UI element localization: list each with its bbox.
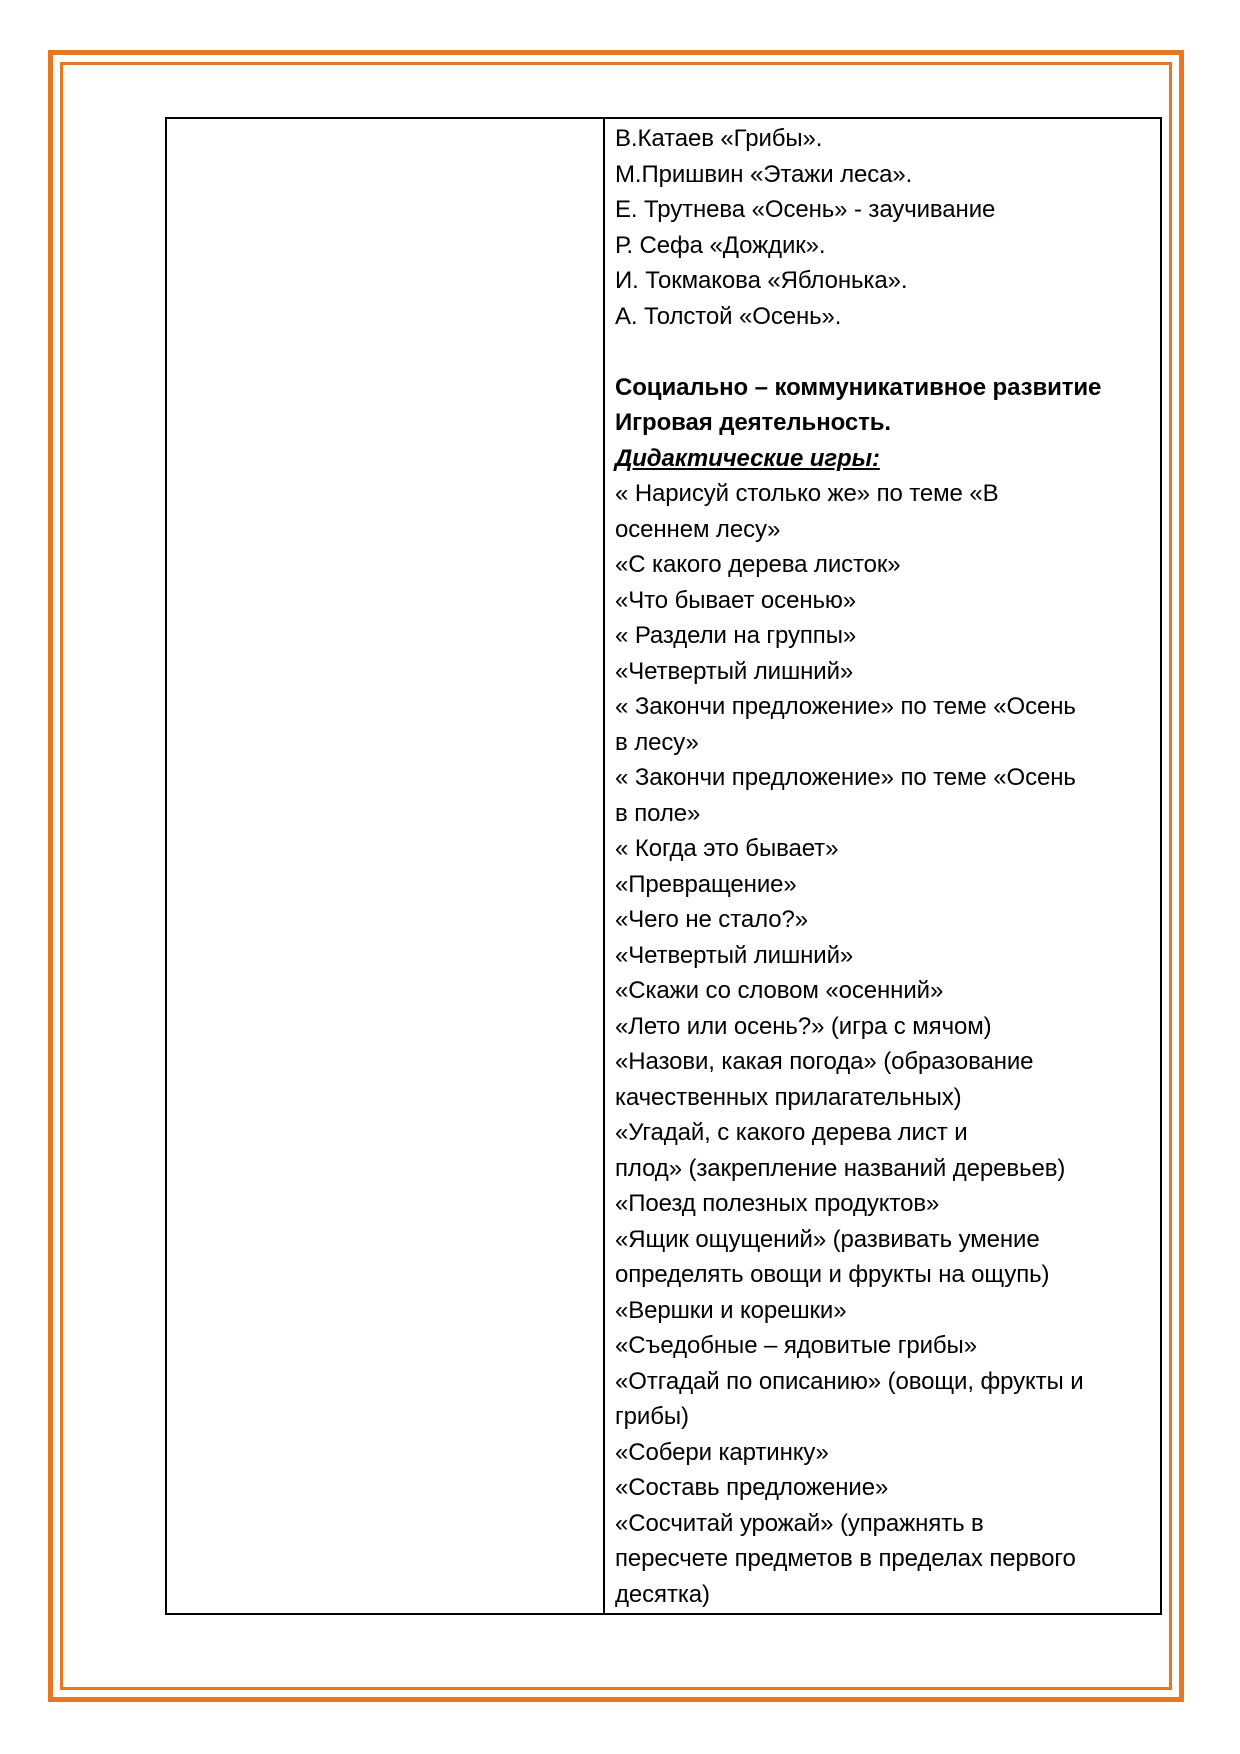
game-line: десятка) (615, 1580, 710, 1608)
game-line: «Угадай, с какого дерева лист и (615, 1119, 968, 1146)
literature-item: Е. Трутнева «Осень» - заучивание (615, 196, 996, 223)
literature-item: М.Пришвин «Этажи леса». (615, 160, 913, 188)
section-heading: Социально – коммуникативное развитие (615, 373, 1102, 401)
game-line: «Четвертый лишний» (615, 657, 854, 685)
game-line: грибы) (615, 1403, 689, 1430)
literature-item: И. Токмакова «Яблонька». (615, 267, 908, 294)
game-line: «Отгадай по описанию» (овощи, фрукты и (615, 1367, 1084, 1395)
literature-item: А. Толстой «Осень». (615, 302, 842, 330)
game-line: « Закончи предложение» по теме «Осень (615, 764, 1076, 791)
game-line: « Когда это бывает» (615, 835, 839, 862)
table-cell-right (615, 121, 1151, 1612)
section-subheading: Игровая деятельность. (615, 409, 891, 436)
table-column-divider (603, 119, 605, 1613)
game-line: «С какого дерева листок» (615, 551, 901, 578)
game-line: «Скажи со словом «осенний» (615, 977, 944, 1004)
game-line: «Превращение» (615, 870, 797, 898)
game-line: «Назови, какая погода» (образование (615, 1048, 1034, 1075)
game-line: осеннем лесу» (615, 515, 781, 543)
game-line: « Закончи предложение» по теме «Осень (615, 693, 1076, 720)
game-line: «Чего не стало?» (615, 906, 808, 933)
game-line: качественных прилагательных) (615, 1083, 962, 1111)
game-line: «Вершки и корешки» (615, 1296, 847, 1324)
game-line: « Раздели на группы» (615, 622, 857, 649)
game-line: «Что бывает осенью» (615, 586, 857, 614)
game-line: «Поезд полезных продуктов» (615, 1190, 940, 1217)
game-line: « Нарисуй столько же» по теме «В (615, 480, 999, 507)
game-line: «Ящик ощущений» (развивать умение (615, 1225, 1040, 1253)
game-line: «Сосчитай урожай» (упражнять в (615, 1509, 984, 1537)
game-line: определять овощи и фрукты на ощупь) (615, 1261, 1050, 1288)
game-line: в поле» (615, 799, 701, 827)
game-line: «Съедобные – ядовитые грибы» (615, 1332, 977, 1359)
game-line: плод» (закрепление названий деревьев) (615, 1154, 1066, 1182)
game-line: пересчете предметов в пределах первого (615, 1545, 1076, 1572)
document-table (165, 117, 1162, 1615)
blank-line (615, 334, 1151, 370)
literature-item: В.Катаев «Грибы». (615, 125, 823, 152)
games-title: Дидактические игры: (615, 444, 880, 472)
literature-item: Р. Сефа «Дождик». (615, 231, 826, 259)
game-line: «Четвертый лишний» (615, 941, 854, 969)
game-line: в лесу» (615, 728, 699, 756)
game-line: «Собери картинку» (615, 1438, 829, 1466)
game-line: «Лето или осень?» (игра с мячом) (615, 1012, 992, 1040)
game-line: «Составь предложение» (615, 1474, 889, 1501)
